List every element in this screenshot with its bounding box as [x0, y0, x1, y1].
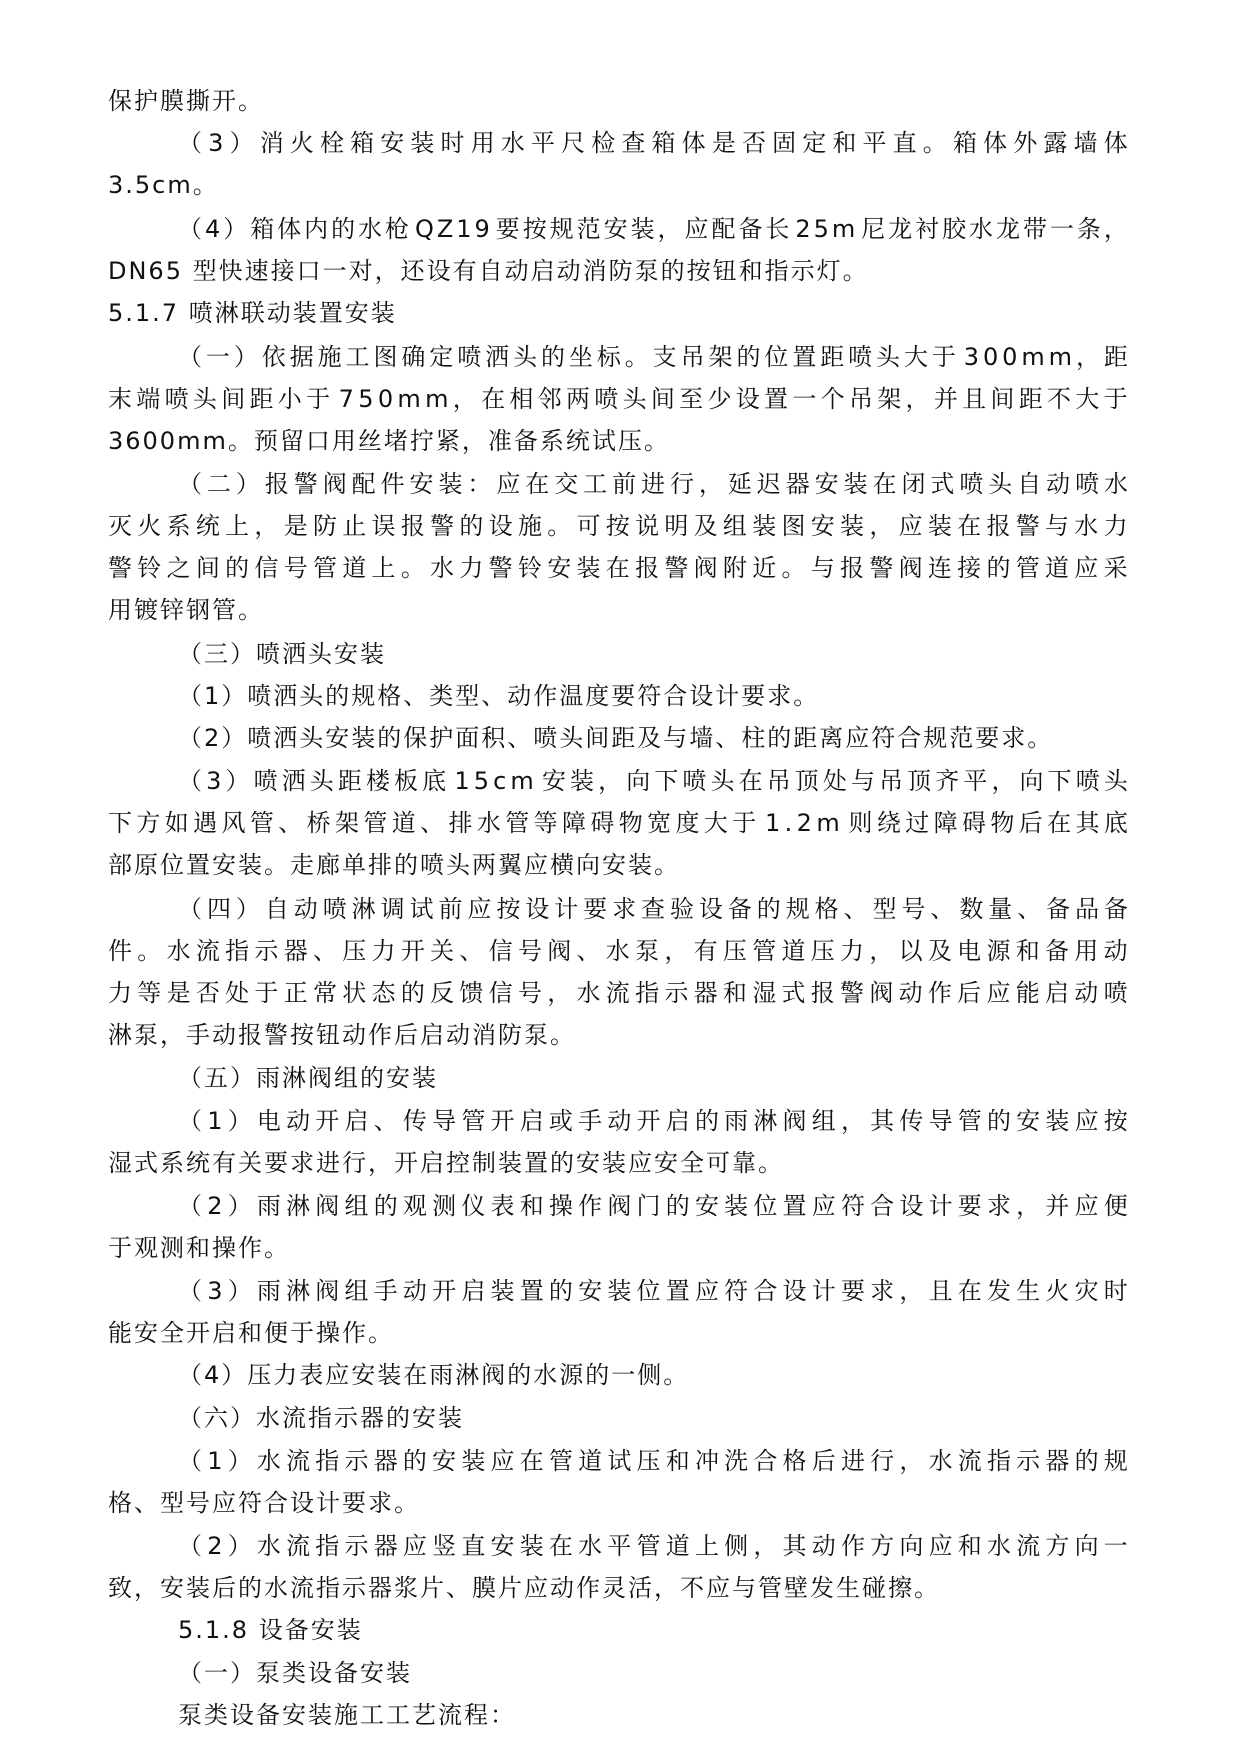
- text-line: （ 一 ） 依 据 施 工 图 确 定 喷 洒 头 的 坐 标 。 支 吊 架 的 位 置 距 喷 头 大 于 3 0 0 m m ， 距: [178, 343, 1128, 371]
- text-line: 于观测和操作。: [108, 1234, 290, 1262]
- text-line: 5.1.8 设备安装: [178, 1616, 363, 1644]
- text-line: （六）水流指示器的安装: [178, 1404, 464, 1432]
- text-line: 灭 火 系 统 上 ， 是 防 止 误 报 警 的 设 施 。 可 按 说 明 及 组 装 图 安 装 ， 应 装 在 报 警 与 水 力: [108, 512, 1128, 540]
- text-line: 力 等 是 否 处 于 正 常 状 态 的 反 馈 信 号 ， 水 流 指 示 器 和 湿 式 报 警 阀 动 作 后 应 能 启 动 喷: [108, 979, 1128, 1007]
- text-line: 末 端 喷 头 间 距 小 于 7 5 0 m m ， 在 相 邻 两 喷 头 间 至 少 设 置 一 个 吊 架 ， 并 且 间 距 不 大 于: [108, 385, 1128, 413]
- text-line: DN65 型快速接口一对，还设有自动启动消防泵的按钮和指示灯。: [108, 257, 869, 285]
- text-line: （ 1 ） 水 流 指 示 器 的 安 装 应 在 管 道 试 压 和 冲 洗 合 格 后 进 行 ， 水 流 指 示 器 的 规: [178, 1447, 1128, 1475]
- text-line: 能安全开启和便于操作。: [108, 1319, 394, 1347]
- text-line: （ 4 ） 箱 体 内 的 水 枪 Q Z 1 9 要 按 规 范 安 装 ， 应 配 备 长 2 5 m 尼 龙 衬 胶 水 龙 带 一 条 ，: [178, 215, 1128, 243]
- text-line: 致，安装后的水流指示器浆片、膜片应动作灵活，不应与管壁发生碰擦。: [108, 1574, 940, 1602]
- text-line: 5.1.7 喷淋联动装置安装: [108, 299, 397, 327]
- text-line: 淋泵，手动报警按钮动作后启动消防泵。: [108, 1021, 576, 1049]
- text-line: 用镀锌钢管。: [108, 596, 264, 624]
- text-line: （五）雨淋阀组的安装: [178, 1064, 438, 1092]
- text-line: （ 3 ） 雨 淋 阀 组 手 动 开 启 装 置 的 安 装 位 置 应 符 合 设 计 要 求 ， 且 在 发 生 火 灾 时: [178, 1277, 1128, 1305]
- text-line: （ 二 ） 报 警 阀 配 件 安 装 ： 应 在 交 工 前 进 行 ， 延 迟 器 安 装 在 闭 式 喷 头 自 动 喷 水: [178, 470, 1128, 498]
- text-line: 泵类设备安装施工工艺流程：: [178, 1701, 516, 1729]
- text-line: 3.5cm。: [108, 171, 219, 199]
- text-line: 警 铃 之 间 的 信 号 管 道 上 。 水 力 警 铃 安 装 在 报 警 阀 附 近 。 与 报 警 阀 连 接 的 管 道 应 采: [108, 554, 1128, 582]
- text-line: 格、型号应符合设计要求。: [108, 1489, 420, 1517]
- text-line: （4）压力表应安装在雨淋阀的水源的一侧。: [178, 1361, 690, 1389]
- text-line: （2）喷洒头安装的保护面积、喷头间距及与墙、柱的距离应符合规范要求。: [178, 724, 1054, 752]
- text-line: 保护膜撕开。: [108, 87, 264, 115]
- text-line: 下 方 如 遇 风 管 、 桥 架 管 道 、 排 水 管 等 障 碍 物 宽 度 大 于 1 . 2 m 则 绕 过 障 碍 物 后 在 其 底: [108, 809, 1128, 837]
- text-line: 部原位置安装。走廊单排的喷头两翼应横向安装。: [108, 851, 680, 879]
- text-line: （ 3 ） 消 火 栓 箱 安 装 时 用 水 平 尺 检 查 箱 体 是 否 固 定 和 平 直 。 箱 体 外 露 墙 体: [178, 129, 1128, 157]
- text-line: （三）喷洒头安装: [178, 640, 386, 668]
- text-line: 3600mm。预留口用丝堵拧紧，准备系统试压。: [108, 427, 670, 455]
- text-line: （ 四 ） 自 动 喷 淋 调 试 前 应 按 设 计 要 求 查 验 设 备 的 规 格 、 型 号 、 数 量 、 备 品 备: [178, 895, 1128, 923]
- text-line: （ 3 ） 喷 洒 头 距 楼 板 底 1 5 c m 安 装 ， 向 下 喷 头 在 吊 顶 处 与 吊 顶 齐 平 ， 向 下 喷 头: [178, 767, 1128, 795]
- text-line: （ 1 ） 电 动 开 启 、 传 导 管 开 启 或 手 动 开 启 的 雨 淋 阀 组 ， 其 传 导 管 的 安 装 应 按: [178, 1107, 1128, 1135]
- text-line: （1）喷洒头的规格、类型、动作温度要符合设计要求。: [178, 682, 820, 710]
- text-line: （ 2 ） 雨 淋 阀 组 的 观 测 仪 表 和 操 作 阀 门 的 安 装 位 置 应 符 合 设 计 要 求 ， 并 应 便: [178, 1192, 1128, 1220]
- text-line: （一）泵类设备安装: [178, 1659, 412, 1687]
- text-line: （ 2 ） 水 流 指 示 器 应 竖 直 安 装 在 水 平 管 道 上 侧 ， 其 动 作 方 向 应 和 水 流 方 向 一: [178, 1532, 1128, 1560]
- text-line: 件 。 水 流 指 示 器 、 压 力 开 关 、 信 号 阀 、 水 泵 ， 有 压 管 道 压 力 ， 以 及 电 源 和 备 用 动: [108, 937, 1128, 965]
- text-line: 湿式系统有关要求进行，开启控制装置的安装应安全可靠。: [108, 1149, 784, 1177]
